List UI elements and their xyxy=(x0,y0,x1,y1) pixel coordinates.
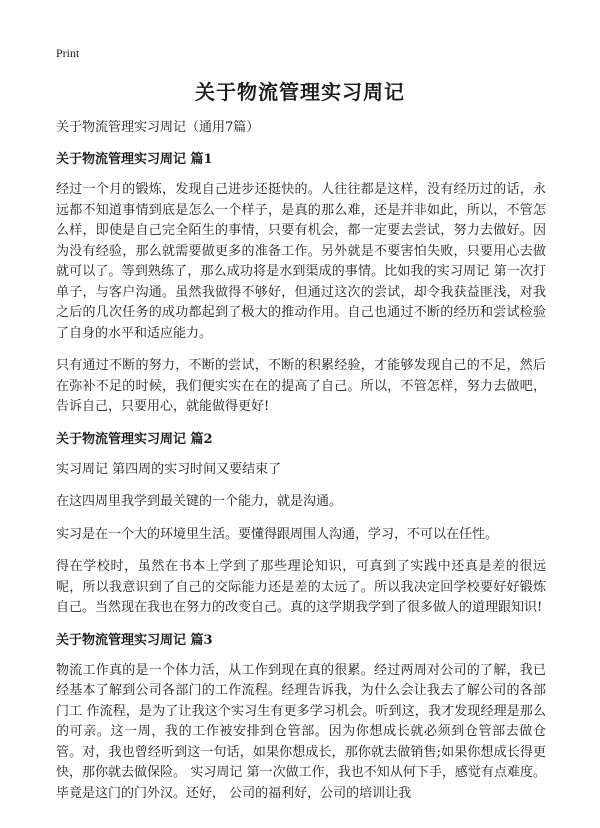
section-heading: 关于物流管理实习周记 篇3 xyxy=(56,632,213,648)
paragraph: 得在学校时，虽然在书本上学到了那些理论知识，可真到了实践中还真是差的很远呢，所以我意识到了自己的交际能力还是差的太远了。所以我决定回学校要好好锻炼自己。当然现在我也在努力的改变自己。真的这学期我学到了很多做人的道理跟知识! xyxy=(56,559,546,615)
document-body xyxy=(56,118,546,816)
paragraph: 在这四周里我学到最关键的一个能力，就是沟通。 xyxy=(56,494,343,509)
paragraph: 只有通过不断的努力，不断的尝试，不断的积累经验，才能够发现自己的不足，然后在弥补不足的时候，我们便实实在在的提高了自己。所以，不管怎样，努力去做吧，告诉自己，只要用心，就能做得更好! xyxy=(56,358,546,414)
section-3 xyxy=(56,631,546,805)
document-subtitle: 关于物流管理实习周记（通用7篇） xyxy=(56,120,260,135)
page-title: 关于物流管理实习周记 xyxy=(195,80,405,104)
section-heading: 关于物流管理实习周记 篇2 xyxy=(56,431,213,447)
print-link[interactable]: Print xyxy=(56,46,80,60)
paragraph: 实习周记 第四周的实习时间又要结束了 xyxy=(56,461,282,477)
section-heading: 关于物流管理实习周记 篇1 xyxy=(56,152,213,167)
section-2 xyxy=(56,430,546,619)
section-1 xyxy=(56,150,546,418)
paragraph: 经过一个月的锻炼，发现自己进步还挺快的。人往往都是这样，没有经历过的话，永远都不知道事情到底是怎么一个样子，是真的那么难，还是并非如此，所以，不管怎么样，即使是自己完全陌生的事情，只要有机会，都一定要去尝试，努力去做好。因为没有经验，那么就需要做更多的准备工作。另外就是不要害怕失败，只要用心去做就可以了。等到熟练了，那么成功将是水到渠成的事情。比如我的实习周记 第一次打单子，与客户沟通。虽然我做得不够好，但通过这次的尝试，却令我获益匪浅，对我之后的几次任务的成功都起到了极大的推动作用。自己也通过不断的经历和尝试检验了自身的水平和适应能力。 xyxy=(56,182,546,341)
paragraph: 实习是在一个大的环境里生活。要懂得跟周围人沟通，学习，不可以在任性。 xyxy=(56,526,499,542)
paragraph: 物流工作真的是一个体力活，从工作到现在真的很累。经过两周对公司的了解，我已经基本了解到公司各部门的工作流程。经理告诉我，为什么会让我去了解公司的各部门工 作流程，是为了让我这个实习生有更多学习机会。听到这，我才发现经理是那么的可亲。这一周，我的工作被安排到仓管部。因为你想成长就必须到仓管部去做仓管。对，我也曾经听到这一句话，如果你想成长，那你就去做销售;如果你想成长得更快，那你就去做保险。 实习周记 第一次做工作，我也不知从何下手，感觉有点难度。毕竟是这门的门外汉。还好， 公司的福利好，公司的培训让我 xyxy=(56,662,546,801)
